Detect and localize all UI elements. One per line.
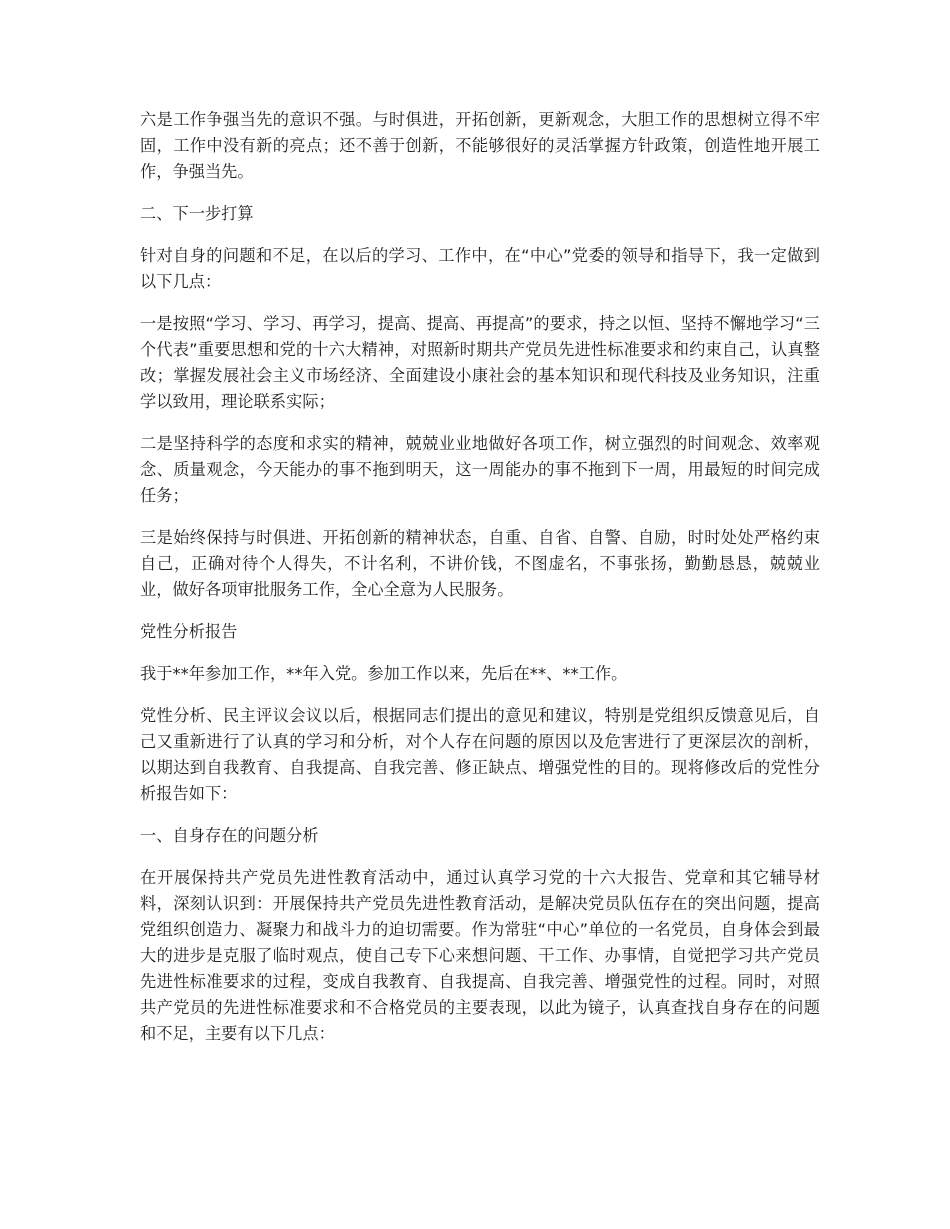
paragraph-item-6-weakness: 六是工作争强当先的意识不强。与时俱进，开拓创新，更新观念，大胆工作的思想树立得不牢固，工作中没有新的亮点；还不善于创新，不能够很好的灵活掌握方针政策，创造性地开展工作，争强当先。 (140, 110, 820, 181)
paragraph-commitment-3: 三是始终保持与时俱进、开拓创新的精神状态，自重、自省、自警、自励，时时处处严格约束自己，正确对待个人得失，不计名利，不讲价钱，不图虚名，不事张扬，勤勤恳恳，兢兢业业，做好各项审批服务工作，全心全意为人民服务。 (140, 528, 820, 599)
paragraph-problem-analysis: 在开展保持共产党员先进性教育活动中，通过认真学习党的十六大报告、党章和其它辅导材料，深刻认识到：开展保持共产党员先进性教育活动，是解决党员队伍存在的突出问题，提高党组织创造力、凝聚力和战斗力的迫切需要。作为常驻“中心”单位的一名党员，自身体会到最大的进步是克服了临时观点，使自己专下心来想问题、干工作、办事情，自觉把学习共产党员先进性标准要求的过程，变成自我教育、自我提高、自我完善、增强党性的过程。同时，对照共产党员的先进性标准要求和不合格党员的主要表现，以此为镜子，认真查找自身存在的问题和不足，主要有以下几点： (140, 868, 820, 1043)
report-title: 党性分析报告 (140, 622, 238, 641)
paragraph-intro-commitments: 针对自身的问题和不足，在以后的学习、工作中，在“中心”党委的领导和指导下，我一定做到以下几点： (140, 246, 820, 291)
section-heading-problem-analysis: 一、自身存在的问题分析 (140, 826, 319, 845)
paragraph-commitment-1: 一是按照“学习、学习、再学习，提高、提高、再提高”的要求，持之以恒、坚持不懈地学习“三个代表”重要思想和党的十六大精神，对照新时期共产党员先进性标准要求和约束自己，认真整改；掌握发展社会主义市场经济、全面建设小康社会的基本知识和现代科技及业务知识，注重学以致用，理论联系实际； (140, 314, 820, 411)
document-page (140, 107, 820, 1063)
section-heading-next-steps: 二、下一步打算 (140, 204, 254, 223)
paragraph-report-preface: 党性分析、民主评议会议以后，根据同志们提出的意见和建议，特别是党组织反馈意见后，自己又重新进行了认真的学习和分析，对个人存在问题的原因以及危害进行了更深层次的剖析，以期达到自我教育、自我提高、自我完善、修正缺点、增强党性的目的。现将修改后的党性分析报告如下： (140, 706, 820, 803)
paragraph-commitment-2: 二是坚持科学的态度和求实的精神，兢兢业业地做好各项工作，树立强烈的时间观念、效率观念、质量观念，今天能办的事不拖到明天，这一周能办的事不拖到下一周，用最短的时间完成任务； (140, 434, 820, 505)
paragraph-personal-background: 我于**年参加工作，**年入党。参加工作以来，先后在**、**工作。 (140, 664, 628, 683)
